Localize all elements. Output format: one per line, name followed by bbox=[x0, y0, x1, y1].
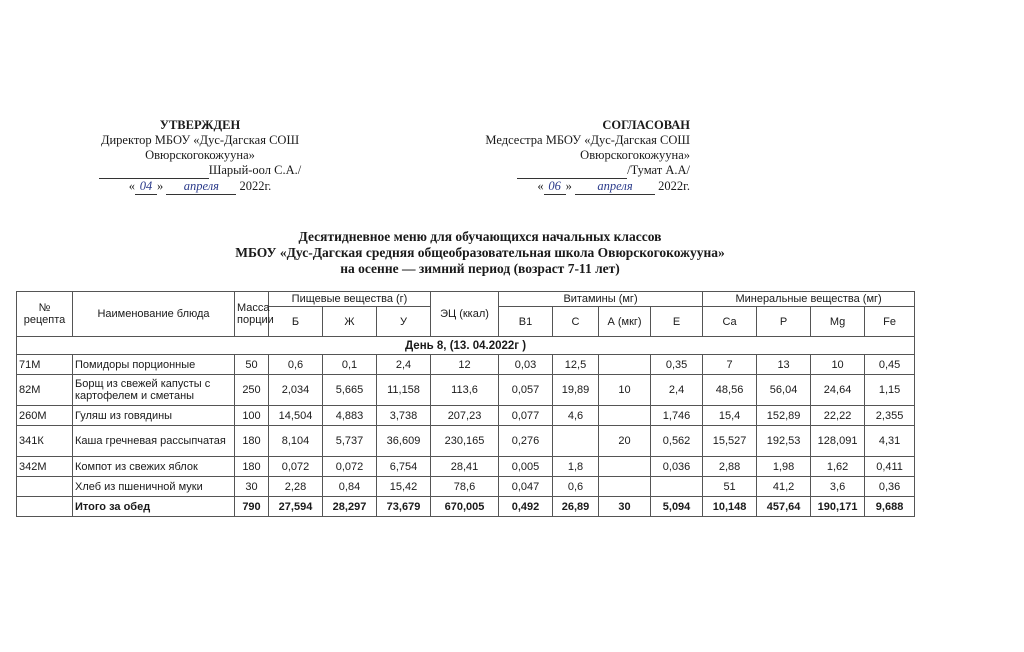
mass-cell: 100 bbox=[235, 406, 269, 426]
total-p: 457,64 bbox=[757, 497, 811, 517]
approval-heading: УТВЕРЖДЕН bbox=[159, 118, 241, 132]
fe-cell: 2,355 bbox=[865, 406, 915, 426]
a-cell: 20 bbox=[599, 426, 651, 457]
total-u: 73,679 bbox=[377, 497, 431, 517]
b-cell: 2,28 bbox=[269, 477, 323, 497]
mg-cell: 24,64 bbox=[811, 375, 865, 406]
mg-cell: 1,62 bbox=[811, 457, 865, 477]
u-cell: 6,754 bbox=[377, 457, 431, 477]
approval-date-month: апреля bbox=[166, 179, 236, 195]
mass-cell: 250 bbox=[235, 375, 269, 406]
b-cell: 8,104 bbox=[269, 426, 323, 457]
signature-field bbox=[99, 163, 209, 179]
ca-cell: 15,527 bbox=[703, 426, 757, 457]
zh-cell: 0,84 bbox=[323, 477, 377, 497]
approval-district: Овюрскогокожууна» bbox=[145, 148, 255, 162]
menu-table bbox=[16, 291, 915, 517]
signature-field bbox=[517, 163, 627, 179]
total-a: 30 bbox=[599, 497, 651, 517]
mg-cell: 128,091 bbox=[811, 426, 865, 457]
zh-cell: 5,737 bbox=[323, 426, 377, 457]
b1-cell: 0,03 bbox=[499, 355, 553, 375]
recipe-code: 260М bbox=[17, 406, 73, 426]
p-cell: 56,04 bbox=[757, 375, 811, 406]
b1-cell: 0,276 bbox=[499, 426, 553, 457]
ca-cell: 48,56 bbox=[703, 375, 757, 406]
agreement-signer: /Тумат А.А/ bbox=[627, 163, 690, 177]
dish-name: Компот из свежих яблок bbox=[73, 457, 235, 477]
recipe-code bbox=[17, 477, 73, 497]
header-minerals: Минеральные вещества (мг) bbox=[703, 292, 915, 307]
dish-name: Хлеб из пшеничной муки bbox=[73, 477, 235, 497]
recipe-code: 71М bbox=[17, 355, 73, 375]
approval-signature-line bbox=[80, 163, 320, 179]
total-row bbox=[17, 497, 915, 517]
c-cell: 1,8 bbox=[553, 457, 599, 477]
approval-date-year: 2022г. bbox=[239, 179, 272, 193]
p-cell: 41,2 bbox=[757, 477, 811, 497]
header-nutrients: Пищевые вещества (г) bbox=[269, 292, 431, 307]
header-ca: Са bbox=[703, 307, 757, 337]
a-cell bbox=[599, 457, 651, 477]
fe-cell: 0,36 bbox=[865, 477, 915, 497]
b1-cell: 0,047 bbox=[499, 477, 553, 497]
dish-name: Каша гречневая рассыпчатая bbox=[73, 426, 235, 457]
dish-name: Гуляш из говядины bbox=[73, 406, 235, 426]
table-row bbox=[17, 457, 915, 477]
total-energy: 670,005 bbox=[431, 497, 499, 517]
p-cell: 13 bbox=[757, 355, 811, 375]
total-c: 26,89 bbox=[553, 497, 599, 517]
title-line-3: на осенне — зимний период (возраст 7-11 лет) bbox=[340, 261, 620, 276]
b-cell: 14,504 bbox=[269, 406, 323, 426]
fe-cell: 4,31 bbox=[865, 426, 915, 457]
table-row bbox=[17, 375, 915, 406]
dish-name: Борщ из свежей капусты с картофелем и сметаны bbox=[73, 375, 235, 406]
approval-date-day: 04 bbox=[135, 179, 157, 195]
approval-signer: Шарый-оол С.А./ bbox=[208, 163, 302, 177]
e-cell: 2,4 bbox=[651, 375, 703, 406]
header-mass: Масса порции bbox=[235, 292, 269, 337]
header-zh: Ж bbox=[323, 307, 377, 337]
approval-block bbox=[80, 118, 320, 195]
ca-cell: 2,88 bbox=[703, 457, 757, 477]
total-fe: 9,688 bbox=[865, 497, 915, 517]
total-label: Итого за обед bbox=[73, 497, 235, 517]
zh-cell: 4,883 bbox=[323, 406, 377, 426]
recipe-code: 341К bbox=[17, 426, 73, 457]
total-zh: 28,297 bbox=[323, 497, 377, 517]
dish-name: Помидоры порционные bbox=[73, 355, 235, 375]
table-row bbox=[17, 406, 915, 426]
energy-cell: 230,165 bbox=[431, 426, 499, 457]
agreement-date-day: 06 bbox=[544, 179, 566, 195]
ca-cell: 51 bbox=[703, 477, 757, 497]
energy-cell: 207,23 bbox=[431, 406, 499, 426]
document-title bbox=[150, 229, 810, 277]
agreement-date-month: апреля bbox=[575, 179, 655, 195]
title-line-2: МБОУ «Дус-Дагская средняя общеобразовательная школа Овюрскогокожууна» bbox=[235, 245, 725, 260]
u-cell: 11,158 bbox=[377, 375, 431, 406]
a-cell: 10 bbox=[599, 375, 651, 406]
table-row bbox=[17, 426, 915, 457]
zh-cell: 0,1 bbox=[323, 355, 377, 375]
zh-cell: 5,665 bbox=[323, 375, 377, 406]
total-ca: 10,148 bbox=[703, 497, 757, 517]
a-cell bbox=[599, 355, 651, 375]
fe-cell: 1,15 bbox=[865, 375, 915, 406]
b1-cell: 0,005 bbox=[499, 457, 553, 477]
header-fe: Fe bbox=[865, 307, 915, 337]
energy-cell: 28,41 bbox=[431, 457, 499, 477]
header-b1: В1 bbox=[499, 307, 553, 337]
fe-cell: 0,45 bbox=[865, 355, 915, 375]
b-cell: 2,034 bbox=[269, 375, 323, 406]
header-u: У bbox=[377, 307, 431, 337]
header-c: С bbox=[553, 307, 599, 337]
e-cell: 1,746 bbox=[651, 406, 703, 426]
c-cell: 0,6 bbox=[553, 477, 599, 497]
e-cell: 0,036 bbox=[651, 457, 703, 477]
agreement-signature-line bbox=[440, 163, 690, 179]
approval-date: « 04 » апреля 2022г. bbox=[128, 179, 272, 193]
u-cell: 15,42 bbox=[377, 477, 431, 497]
mg-cell: 3,6 bbox=[811, 477, 865, 497]
e-cell: 0,35 bbox=[651, 355, 703, 375]
header-energy: ЭЦ (ккал) bbox=[431, 292, 499, 337]
header-recipe: № рецепта bbox=[17, 292, 73, 337]
energy-cell: 113,6 bbox=[431, 375, 499, 406]
u-cell: 2,4 bbox=[377, 355, 431, 375]
header-p: Р bbox=[757, 307, 811, 337]
mg-cell: 10 bbox=[811, 355, 865, 375]
header-a: А (мкг) bbox=[599, 307, 651, 337]
energy-cell: 78,6 bbox=[431, 477, 499, 497]
header-b: Б bbox=[269, 307, 323, 337]
header-mg: Mg bbox=[811, 307, 865, 337]
b1-cell: 0,077 bbox=[499, 406, 553, 426]
agreement-block bbox=[440, 118, 690, 195]
agreement-district: Овюрскогокожууна» bbox=[580, 148, 690, 162]
agreement-date: « 06 » апреля 2022г. bbox=[537, 179, 690, 193]
header-dish: Наименование блюда bbox=[73, 292, 235, 337]
agreement-date-year: 2022г. bbox=[658, 179, 690, 193]
a-cell bbox=[599, 477, 651, 497]
ca-cell: 7 bbox=[703, 355, 757, 375]
header-e: Е bbox=[651, 307, 703, 337]
approval-position: Директор МБОУ «Дус-Дагская СОШ bbox=[100, 133, 300, 147]
total-mass: 790 bbox=[235, 497, 269, 517]
zh-cell: 0,072 bbox=[323, 457, 377, 477]
energy-cell: 12 bbox=[431, 355, 499, 375]
u-cell: 36,609 bbox=[377, 426, 431, 457]
p-cell: 192,53 bbox=[757, 426, 811, 457]
table-row bbox=[17, 355, 915, 375]
p-cell: 152,89 bbox=[757, 406, 811, 426]
e-cell: 0,562 bbox=[651, 426, 703, 457]
total-b: 27,594 bbox=[269, 497, 323, 517]
u-cell: 3,738 bbox=[377, 406, 431, 426]
mass-cell: 180 bbox=[235, 457, 269, 477]
title-line-1: Десятидневное меню для обучающихся начальных классов bbox=[298, 229, 662, 244]
total-b1: 0,492 bbox=[499, 497, 553, 517]
a-cell bbox=[599, 406, 651, 426]
agreement-heading: СОГЛАСОВАН bbox=[602, 118, 690, 132]
recipe-code: 82М bbox=[17, 375, 73, 406]
mass-cell: 50 bbox=[235, 355, 269, 375]
c-cell bbox=[553, 426, 599, 457]
c-cell: 19,89 bbox=[553, 375, 599, 406]
recipe-code: 342М bbox=[17, 457, 73, 477]
b1-cell: 0,057 bbox=[499, 375, 553, 406]
total-e: 5,094 bbox=[651, 497, 703, 517]
total-mg: 190,171 bbox=[811, 497, 865, 517]
agreement-position: Медсестра МБОУ «Дус-Дагская СОШ bbox=[485, 133, 690, 147]
day-label: День 8, (13. 04.2022г ) bbox=[17, 337, 915, 355]
mass-cell: 30 bbox=[235, 477, 269, 497]
c-cell: 4,6 bbox=[553, 406, 599, 426]
c-cell: 12,5 bbox=[553, 355, 599, 375]
total-code bbox=[17, 497, 73, 517]
ca-cell: 15,4 bbox=[703, 406, 757, 426]
b-cell: 0,072 bbox=[269, 457, 323, 477]
header-vitamins: Витамины (мг) bbox=[499, 292, 703, 307]
mg-cell: 22,22 bbox=[811, 406, 865, 426]
fe-cell: 0,411 bbox=[865, 457, 915, 477]
table-row bbox=[17, 477, 915, 497]
b-cell: 0,6 bbox=[269, 355, 323, 375]
p-cell: 1,98 bbox=[757, 457, 811, 477]
e-cell bbox=[651, 477, 703, 497]
mass-cell: 180 bbox=[235, 426, 269, 457]
